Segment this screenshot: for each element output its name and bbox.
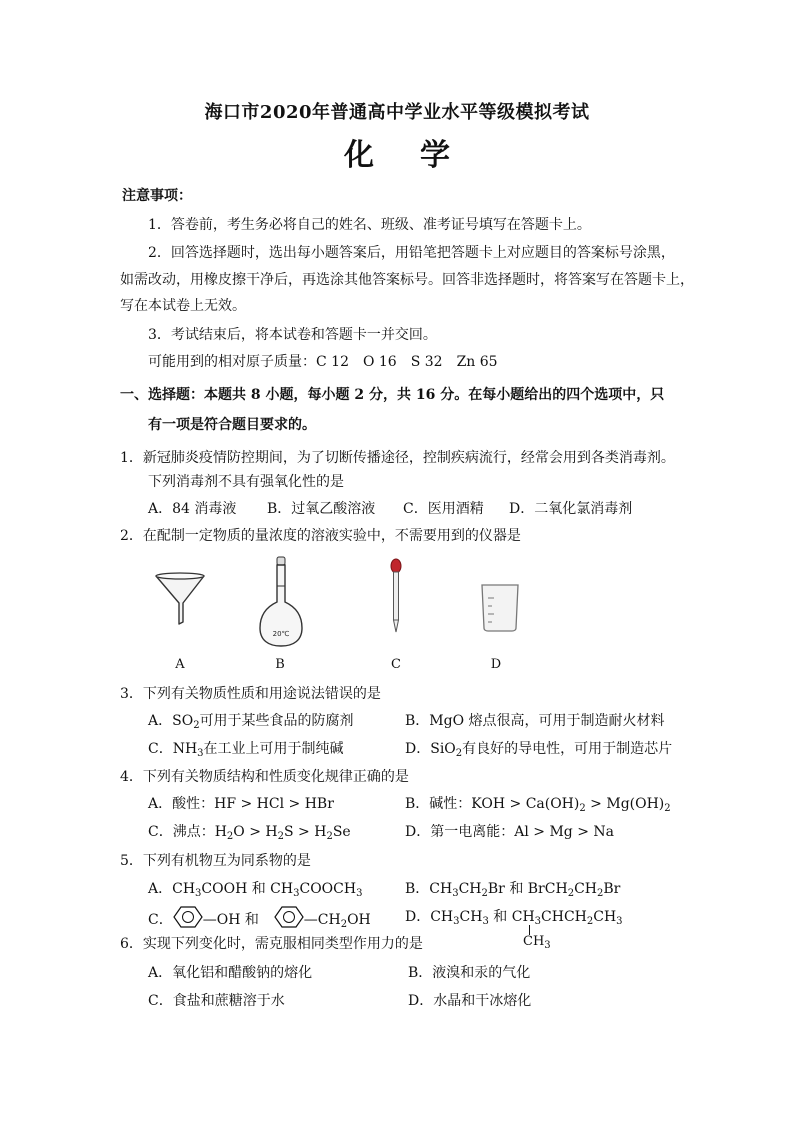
- q1-stem-cont: 下列消毒剂不具有强氧化性的是: [148, 474, 344, 490]
- apparatus-label-d: D: [490, 657, 502, 672]
- q5-option-d: D．$CH_3CH_3$ 和 $CH_3CHCH_2CH_3$: [405, 909, 623, 927]
- q2-stem: 2．在配制一定物质的量浓度的溶液实验中，不需要用到的仪器是: [120, 528, 521, 544]
- q1-option-a: A．84 消毒液: [148, 501, 237, 517]
- apparatus-label-c: C: [391, 657, 401, 672]
- q1-option-d: D．二氧化氯消毒剂: [509, 501, 633, 517]
- section-heading-cont: 有一项是符合题目要求的。: [148, 417, 316, 433]
- q4-option-b: B．碱性：KOH > $Ca(OH)_2 > Mg(OH)_2$: [405, 796, 671, 814]
- funnel-icon: [150, 570, 210, 630]
- q3-option-b: B．MgO 熔点很高，可用于制造耐火材料: [405, 713, 665, 729]
- q3-option-a: A．$SO_2$可用于某些食品的防腐剂: [148, 713, 354, 731]
- q3-option-d: D．SiO$_2$有良好的导电性，可用于制造芯片: [405, 741, 673, 759]
- q1-option-c: C．医用酒精: [403, 501, 484, 517]
- q4-option-a: A．酸性：HF > HCl > HBr: [148, 796, 334, 812]
- q4-option-c: C．沸点：$H_2O > H_2S > H_2Se$: [148, 824, 351, 842]
- q5-option-c: C． —OH 和 $—CH_2OH$: [148, 906, 371, 934]
- q3-option-c: C．$NH_3$在工业上可用于制纯碱: [148, 741, 344, 759]
- apparatus-label-b: B: [275, 657, 285, 672]
- q1-option-b: B．过氧乙酸溶液: [267, 501, 376, 517]
- q5-option-a: A．$CH_3COOH$ 和 $CH_3COOCH_3$: [148, 881, 363, 899]
- q5-stem: 5．下列有机物互为同系物的是: [120, 853, 311, 869]
- subject-title: 化学: [344, 138, 496, 173]
- benzene-ring-icon: [274, 906, 304, 934]
- note-item-1: 1．答卷前，考生务必将自己的姓名、班级、准考证号填写在答题卡上。: [148, 217, 591, 233]
- section-heading: 一、选择题：本题共 8 小题，每小题 2 分，共 16 分。在每小题给出的四个选项中，只: [120, 387, 665, 403]
- q6-option-b: B．液溴和汞的气化: [408, 965, 531, 981]
- flask-temperature-mark: 20℃: [272, 630, 290, 638]
- q3-stem: 3．下列有关物质性质和用途说法错误的是: [120, 686, 381, 702]
- note-item-2b: 如需改动，用橡皮擦干净后，再选涂其他答案标号。回答非选择题时，将答案写在答题卡上，: [120, 272, 694, 288]
- beaker-icon: [478, 582, 522, 632]
- note-item-3: 3．考试结束后，将本试卷和答题卡一并交回。: [148, 327, 437, 343]
- q5-option-d-branch: $CH_3$: [523, 934, 551, 951]
- note-item-2a: 2．回答选择题时，选出每小题答案后，用铅笔把答题卡上对应题目的答案标号涂黑，: [148, 245, 675, 261]
- q4-stem: 4．下列有关物质结构和性质变化规律正确的是: [120, 769, 409, 785]
- q6-option-c: C．食盐和蔗糖溶于水: [148, 993, 285, 1009]
- benzene-ring-icon: [173, 906, 203, 934]
- apparatus-label-a: A: [175, 657, 185, 672]
- q5-option-b: B．$CH_3CH_2Br$ 和 $BrCH_2CH_2Br$: [405, 881, 621, 899]
- dropper-icon: [388, 558, 404, 634]
- q6-option-a: A．氧化铝和醋酸钠的熔化: [148, 965, 313, 981]
- q6-option-d: D．水晶和干冰熔化: [408, 993, 532, 1009]
- q4-option-d: D．第一电离能：Al > Mg > Na: [405, 824, 614, 840]
- note-item-2c: 写在本试卷上无效。: [120, 298, 246, 314]
- notes-heading: 注意事项：: [122, 188, 192, 204]
- q6-stem: 6．实现下列变化时，需克服相同类型作用力的是: [120, 936, 423, 952]
- volumetric-flask-icon: [258, 556, 304, 648]
- atomic-masses: 可能用到的相对原子质量：C 12 O 16 S 32 Zn 65: [148, 354, 498, 370]
- exam-title: 海口市2020年普通高中学业水平等级模拟考试: [204, 102, 590, 123]
- q1-stem: 1．新冠肺炎疫情防控期间，为了切断传播途径，控制疾病流行，经常会用到各类消毒剂。: [120, 450, 675, 466]
